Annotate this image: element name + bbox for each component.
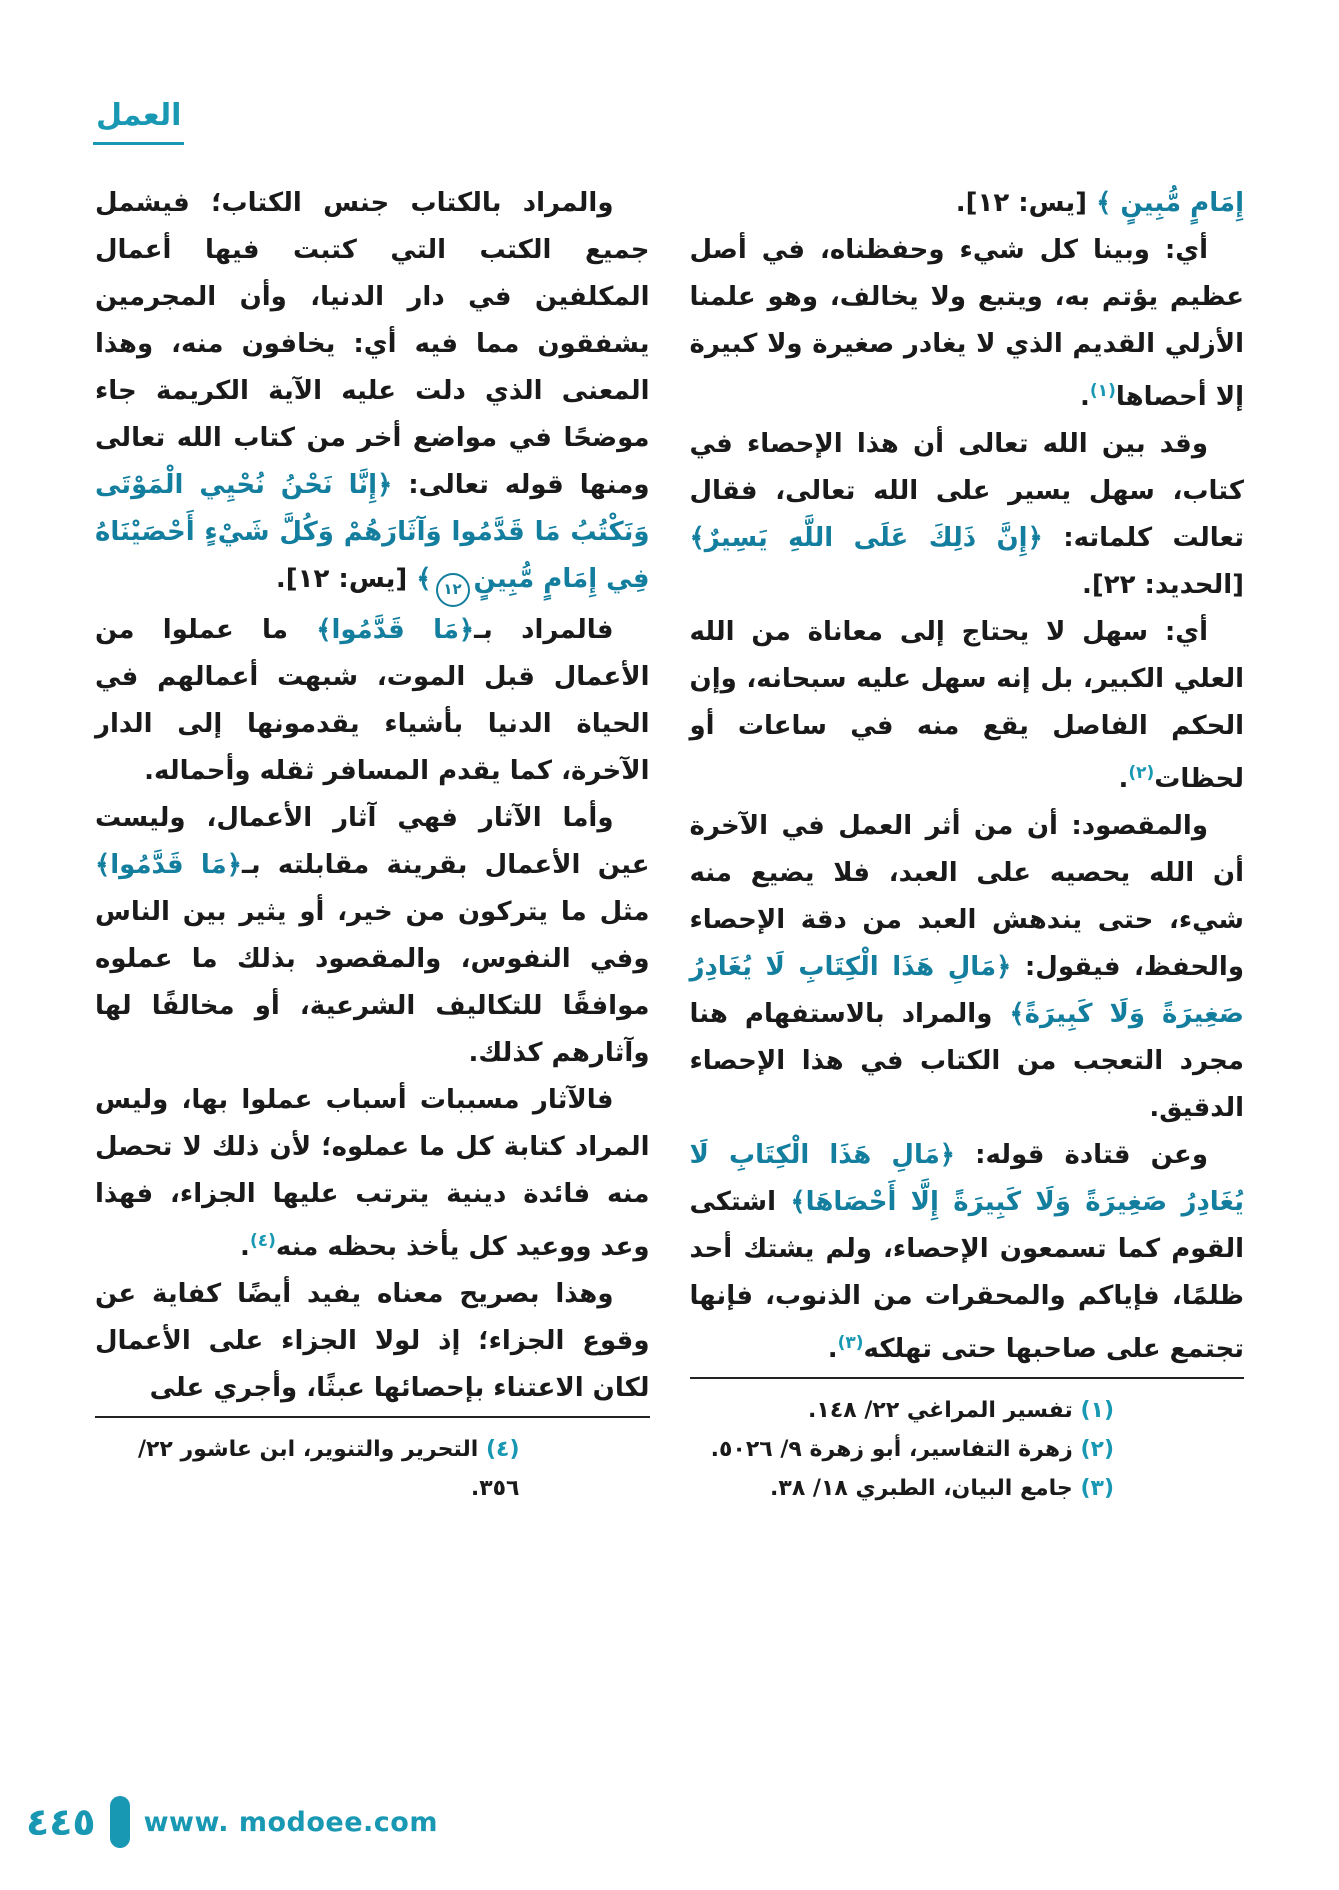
footnote-separator	[690, 1377, 1245, 1379]
body-text-run: أي: سهل لا يحتاج إلى معاناة من الله العلي الكبير، بل إنه سهل عليه سبحانه، وإن الحكم الفاصل يقع منه في ساعات أو لحظات	[689, 617, 1244, 794]
quran-verse: ﴿مَالِ هَذَا الْكِتَابِ لَا يُغَادِرُ صَغِيرَةً وَلَا كَبِيرَةً إِلَّا أَحْصَاهَا﴾	[689, 1140, 1244, 1217]
body-text-run: فالآثار مسببات أسباب عملوا بها، وليس المراد كتابة كل ما عملوه؛ لأن ذلك لا تحصل منه فائدة دينية يترتب عليها الجزاء، فهذا وعد ووعيد كل يأخذ بحظه منه	[95, 1084, 650, 1262]
page-footer	[26, 1796, 438, 1848]
footnote	[690, 1469, 1245, 1508]
paragraph	[95, 1271, 650, 1412]
body-text-run: .	[1118, 764, 1129, 794]
paragraph	[690, 1132, 1245, 1373]
footer-pill-decoration	[110, 1796, 130, 1848]
footnote	[690, 1430, 1245, 1469]
footnote	[690, 1391, 1245, 1430]
body-text-run: وهذا بصريح معناه يفيد أيضًا كفاية عن وقوع الجزاء؛ إذ لولا الجزاء على الأعمال لكان الاعتناء بإحصائها عبثًا، وأجري على	[95, 1278, 650, 1403]
body-text-run: .	[240, 1231, 250, 1262]
footnote-marker: (٣)	[837, 1333, 864, 1353]
chapter-title: العمل	[93, 98, 184, 145]
quran-verse: ﴾	[416, 564, 432, 594]
paragraph	[95, 180, 650, 607]
body-text-run: اشتكى القوم كما تسمعون الإحصاء، ولم يشتك أحد ظلمًا، فإياكم والمحقرات من الذنوب، فإنها تجتمع على صاحبها حتى تهلكه	[689, 1187, 1244, 1364]
footnote-separator	[95, 1416, 650, 1418]
body-text-run: [الحديد: ٢٢].	[1081, 570, 1244, 600]
paragraph	[95, 1077, 650, 1271]
paragraph	[690, 609, 1245, 803]
footnote	[95, 1430, 650, 1508]
quran-verse: ﴿إِنَّ ذَلِكَ عَلَى اللَّهِ يَسِيرٌ﴾	[689, 523, 1043, 553]
footnote-marker: (١)	[1089, 381, 1116, 401]
footnotes-right	[690, 1373, 1245, 1508]
ayah-number: ١٢	[436, 573, 470, 607]
paragraph	[690, 227, 1245, 421]
text-columns	[95, 180, 1244, 1501]
body-text-run: ما عملوا من الأعمال قبل الموت، شبهت أعمالهم في الحياة الدنيا بأشياء يقدمونها إلى الدار الآخرة، كما يقدم المسافر ثقله وأحماله.	[95, 614, 650, 786]
footnote-marker: (٢)	[1128, 763, 1155, 783]
page-header	[93, 98, 184, 145]
quran-verse: ﴿مَا قَدَّمُوا﴾	[95, 849, 242, 880]
page-number: ٤٤٥	[26, 1800, 96, 1844]
body-text-run: [يس: ١٢].	[275, 564, 417, 594]
body-text-run: والمراد بالكتاب جنس الكتاب؛ فيشمل جميع الكتب التي كتبت فيها أعمال المكلفين في دار الدنيا، وأن المجرمين يشفقون مما فيه أي: يخافون منه، وهذا المعنى الذي دلت عليه الآية الكريمة جاء موضحًا في مواضع أخر من كتاب الله تعالى ومنها قوله تعالى:	[95, 188, 650, 500]
body-text-run: والمقصود: أن من أثر العمل في الآخرة أن الله يحصيه على العبد، فلا يضيع منه شيء، حتى يندهش العبد من دقة الإحصاء والحفظ، فيقول:	[689, 811, 1244, 982]
body-text-run: مثل ما يتركون من خير، أو يثير بين الناس وفي النفوس، والمقصود بذلك ما عملوه موافقًا للتكاليف الشرعية، أو مخالفًا لها وآثارهم كذلك.	[95, 896, 650, 1068]
paragraph	[690, 421, 1245, 609]
body-text-run: أي: وبينا كل شيء وحفظناه، في أصل عظيم يؤتم به، ويتبع ولا يخالف، وهو علمنا الأزلي القديم الذي لا يغادر صغيرة ولا كبيرة إلا أحصاها	[689, 235, 1244, 412]
footnote-number: (١)	[1072, 1398, 1114, 1423]
footnotes-left	[95, 1412, 650, 1508]
footnote-number: (٤)	[478, 1436, 520, 1462]
footnote-text: التحرير والتنوير، ابن عاشور ٢٢/ ٣٥٦.	[137, 1436, 520, 1501]
column-left	[95, 180, 650, 1501]
body-text-run: [يس: ١٢].	[955, 188, 1097, 218]
footnote-number: (٢)	[1072, 1437, 1114, 1462]
body-text-run: وأما الآثار فهي آثار الأعمال، وليست عين الأعمال بقرينة مقابلته بـ	[95, 802, 650, 880]
footnote-text: جامع البيان، الطبري ١٨/ ٣٨.	[770, 1476, 1073, 1501]
body-text-run: وعن قتادة قوله:	[955, 1140, 1208, 1170]
quran-verse: ﴿مَالِ هَذَا الْكِتَابِ لَا يُغَادِرُ صَغِيرَةً وَلَا كَبِيرَةً﴾	[689, 952, 1244, 1029]
body-text-run: .	[827, 1334, 838, 1364]
footnote-list-left	[95, 1430, 650, 1508]
website-text: www. modoee.com	[143, 1806, 438, 1838]
paragraph	[690, 180, 1245, 227]
footnote-text: زهرة التفاسير، أبو زهرة ٩/ ٥٠٢٦.	[710, 1437, 1073, 1462]
column-left-text	[95, 180, 650, 1412]
footnote-number: (٣)	[1072, 1476, 1114, 1501]
footnote-marker: (٤)	[249, 1230, 276, 1251]
quran-verse: ﴿مَا قَدَّمُوا﴾	[316, 614, 475, 645]
paragraph	[95, 607, 650, 795]
body-text-run: .	[1080, 382, 1090, 412]
quran-verse: إِمَامٍ مُّبِينٍ ﴾	[1096, 188, 1244, 218]
footnote-text: تفسير المراغي ٢٢/ ١٤٨.	[808, 1398, 1073, 1423]
column-right	[689, 180, 1245, 1501]
quran-verse: ﴿إِنَّا نَحْنُ نُحْيِي الْمَوْتَى وَنَكْتُبُ مَا قَدَّمُوا وَآثَارَهُمْ وَكُلَّ شَيْءٍ أَحْصَيْنَاهُ فِي إِمَامٍ مُّبِينٍ	[95, 470, 650, 594]
column-right-text	[690, 180, 1245, 1373]
paragraph	[690, 803, 1245, 1132]
body-text-run: وقد بين الله تعالى أن هذا الإحصاء في كتاب، سهل يسير على الله تعالى، فقال تعالت كلماته:	[689, 429, 1244, 553]
footnote-list-right	[690, 1391, 1245, 1508]
paragraph	[95, 795, 650, 1077]
body-text-run: والمراد بالاستفهام هنا مجرد التعجب من الكتاب في هذا الإحصاء الدقيق.	[689, 999, 1244, 1123]
body-text-run: فالمراد بـ	[474, 614, 614, 645]
